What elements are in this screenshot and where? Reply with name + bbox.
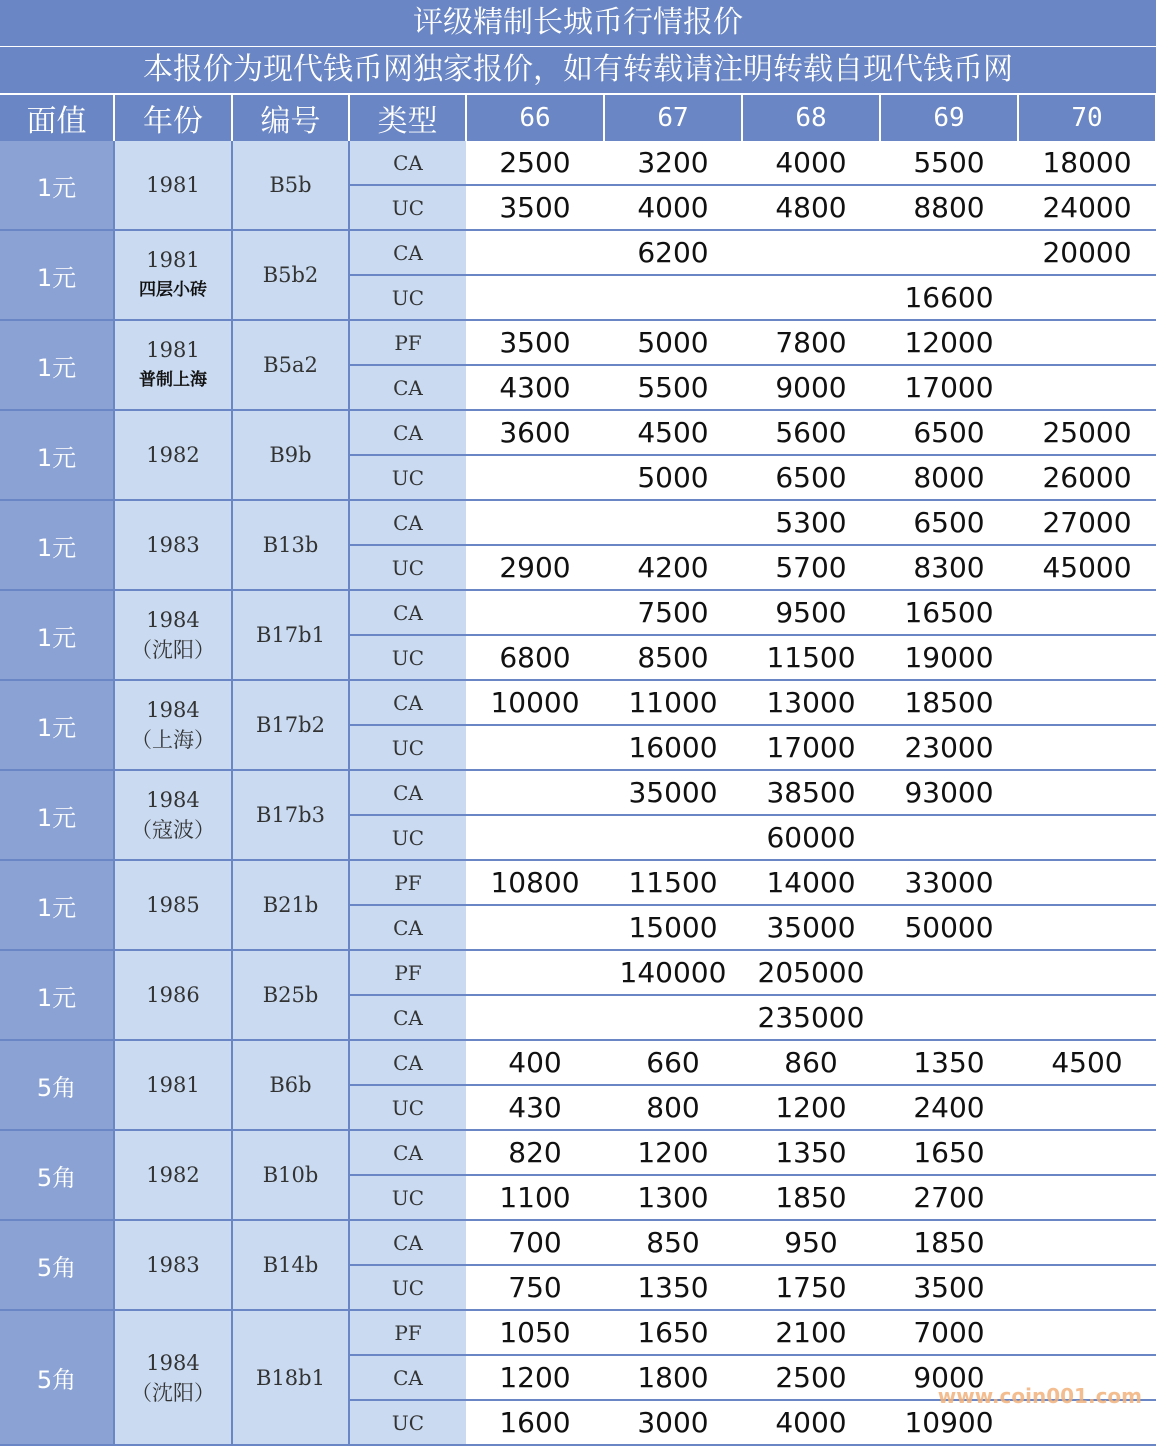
header-grade-70: 70 — [1018, 95, 1156, 141]
header-grade-type: 类型 — [349, 95, 466, 141]
year-cell — [114, 590, 232, 680]
grade-type-cell: UC — [349, 1265, 466, 1310]
year-note: （沈阳） — [131, 638, 215, 662]
denomination-cell: 1元 — [0, 770, 114, 860]
grade-type-cell: UC — [349, 815, 466, 860]
price-cell — [604, 500, 742, 545]
year-value: 1981 — [146, 248, 200, 272]
price-cell: 60000 — [742, 815, 880, 860]
page-title: 评级精制长城币行情报价 — [0, 0, 1156, 46]
year-cell — [114, 320, 232, 410]
price-cell: 950 — [742, 1220, 880, 1265]
grade-type-cell: UC — [349, 1175, 466, 1220]
price-cell — [1018, 1130, 1156, 1175]
price-cell: 400 — [466, 1040, 604, 1085]
year-value: 1984 — [146, 608, 200, 632]
price-cell: 660 — [604, 1040, 742, 1085]
price-cell: 12000 — [880, 320, 1018, 365]
price-cell: 24000 — [1018, 185, 1156, 230]
grade-type-cell: CA — [349, 1040, 466, 1085]
price-cell: 1650 — [880, 1130, 1018, 1175]
price-cell: 750 — [466, 1265, 604, 1310]
denomination-cell: 1元 — [0, 410, 114, 500]
year-value: 1983 — [146, 1253, 200, 1277]
year-value: 1982 — [146, 1163, 200, 1187]
price-cell — [466, 230, 604, 275]
price-cell: 4000 — [742, 1400, 880, 1445]
year-cell — [114, 1040, 232, 1130]
header-grade-66: 66 — [466, 95, 604, 141]
year-value: 1983 — [146, 533, 200, 557]
year-cell — [114, 950, 232, 1040]
price-cell: 3000 — [604, 1400, 742, 1445]
header-grade-69: 69 — [880, 95, 1018, 141]
price-cell — [466, 590, 604, 635]
grade-type-cell: UC — [349, 275, 466, 320]
price-cell — [466, 905, 604, 950]
price-cell: 11500 — [604, 860, 742, 905]
price-cell: 205000 — [742, 950, 880, 995]
grade-type-cell: CA — [349, 230, 466, 275]
price-cell: 27000 — [1018, 500, 1156, 545]
price-cell — [1018, 770, 1156, 815]
price-table — [0, 95, 1156, 1446]
year-note: （寇波） — [131, 818, 215, 842]
year-value: 1985 — [146, 893, 200, 917]
price-cell: 18000 — [1018, 141, 1156, 185]
price-cell: 10800 — [466, 860, 604, 905]
header-denomination: 面值 — [0, 95, 114, 141]
year-cell — [114, 1310, 232, 1445]
price-cell — [880, 995, 1018, 1040]
price-cell: 4500 — [1018, 1040, 1156, 1085]
price-cell: 8500 — [604, 635, 742, 680]
grade-type-cell: CA — [349, 995, 466, 1040]
price-cell — [466, 950, 604, 995]
price-cell: 5700 — [742, 545, 880, 590]
denomination-cell: 1元 — [0, 230, 114, 320]
price-cell — [1018, 275, 1156, 320]
price-cell — [1018, 1085, 1156, 1130]
table-row — [0, 500, 1156, 545]
price-cell: 6500 — [742, 455, 880, 500]
year-cell — [114, 860, 232, 950]
price-cell — [1018, 590, 1156, 635]
price-cell: 33000 — [880, 860, 1018, 905]
price-cell: 5600 — [742, 410, 880, 455]
price-cell: 1350 — [742, 1130, 880, 1175]
price-cell: 6500 — [880, 500, 1018, 545]
price-cell: 11000 — [604, 680, 742, 725]
grade-type-cell: CA — [349, 365, 466, 410]
price-cell: 1100 — [466, 1175, 604, 1220]
year-value: 1982 — [146, 443, 200, 467]
price-cell — [466, 995, 604, 1040]
year-value: 1984 — [146, 1350, 200, 1375]
year-note: 四层小砖 — [139, 280, 207, 300]
grade-type-cell: CA — [349, 500, 466, 545]
grade-type-cell: CA — [349, 590, 466, 635]
price-cell: 38500 — [742, 770, 880, 815]
price-cell: 3200 — [604, 141, 742, 185]
catalog-code-cell: B18b1 — [232, 1310, 349, 1445]
price-cell: 2700 — [880, 1175, 1018, 1220]
grade-type-cell: CA — [349, 141, 466, 185]
price-cell: 3500 — [880, 1265, 1018, 1310]
table-row — [0, 860, 1156, 905]
price-cell: 45000 — [1018, 545, 1156, 590]
price-cell: 3500 — [466, 320, 604, 365]
price-cell — [604, 275, 742, 320]
price-cell: 1200 — [604, 1130, 742, 1175]
price-cell: 9500 — [742, 590, 880, 635]
table-row — [0, 1040, 1156, 1085]
price-cell — [1018, 635, 1156, 680]
catalog-code-cell: B5b — [232, 141, 349, 230]
price-cell: 4800 — [742, 185, 880, 230]
price-cell: 850 — [604, 1220, 742, 1265]
price-cell — [1018, 815, 1156, 860]
price-cell: 2900 — [466, 545, 604, 590]
price-cell — [466, 770, 604, 815]
price-cell: 1200 — [466, 1355, 604, 1400]
catalog-code-cell: B6b — [232, 1040, 349, 1130]
year-cell — [114, 680, 232, 770]
catalog-code-cell: B14b — [232, 1220, 349, 1310]
price-cell — [742, 275, 880, 320]
price-cell: 5300 — [742, 500, 880, 545]
denomination-cell: 5角 — [0, 1220, 114, 1310]
denomination-cell: 1元 — [0, 500, 114, 590]
price-cell — [466, 275, 604, 320]
price-cell — [742, 230, 880, 275]
price-cell: 1850 — [880, 1220, 1018, 1265]
price-cell — [1018, 680, 1156, 725]
catalog-code-cell: B25b — [232, 950, 349, 1040]
year-cell — [114, 500, 232, 590]
catalog-code-cell: B5a2 — [232, 320, 349, 410]
year-value: 1981 — [146, 338, 200, 362]
price-cell: 6800 — [466, 635, 604, 680]
price-cell: 1850 — [742, 1175, 880, 1220]
price-cell — [1018, 860, 1156, 905]
year-note: （上海） — [131, 728, 215, 752]
price-cell — [604, 995, 742, 1040]
price-cell: 1300 — [604, 1175, 742, 1220]
denomination-cell: 1元 — [0, 860, 114, 950]
catalog-code-cell: B21b — [232, 860, 349, 950]
price-cell — [1018, 725, 1156, 770]
price-cell: 1750 — [742, 1265, 880, 1310]
grade-type-cell: UC — [349, 185, 466, 230]
price-cell: 800 — [604, 1085, 742, 1130]
denomination-cell: 5角 — [0, 1130, 114, 1220]
denomination-cell: 1元 — [0, 680, 114, 770]
price-cell: 93000 — [880, 770, 1018, 815]
price-cell: 19000 — [880, 635, 1018, 680]
price-cell: 20000 — [1018, 230, 1156, 275]
year-value: 1981 — [146, 1073, 200, 1097]
denomination-cell: 5角 — [0, 1310, 114, 1445]
table-row — [0, 1220, 1156, 1265]
price-cell — [1018, 365, 1156, 410]
catalog-code-cell: B9b — [232, 410, 349, 500]
table-row — [0, 770, 1156, 815]
grade-type-cell: PF — [349, 320, 466, 365]
table-row — [0, 1310, 1156, 1355]
table-row — [0, 1130, 1156, 1175]
price-cell: 5500 — [604, 365, 742, 410]
price-cell: 26000 — [1018, 455, 1156, 500]
price-cell — [1018, 950, 1156, 995]
price-cell: 25000 — [1018, 410, 1156, 455]
grade-type-cell: CA — [349, 770, 466, 815]
year-cell — [114, 230, 232, 320]
price-cell: 9000 — [880, 1355, 1018, 1400]
year-value: 1984 — [146, 788, 200, 812]
year-cell — [114, 1220, 232, 1310]
price-cell — [880, 950, 1018, 995]
year-cell — [114, 770, 232, 860]
price-cell — [1018, 905, 1156, 950]
price-cell: 5500 — [880, 141, 1018, 185]
price-cell: 4200 — [604, 545, 742, 590]
price-cell: 4000 — [742, 141, 880, 185]
grade-type-cell: UC — [349, 1400, 466, 1445]
price-cell: 5000 — [604, 320, 742, 365]
table-body — [0, 141, 1156, 1445]
price-cell: 8800 — [880, 185, 1018, 230]
price-cell — [880, 230, 1018, 275]
price-cell — [1018, 1265, 1156, 1310]
price-cell: 2100 — [742, 1310, 880, 1355]
price-cell — [1018, 1220, 1156, 1265]
denomination-cell: 1元 — [0, 590, 114, 680]
denomination-cell: 1元 — [0, 950, 114, 1040]
price-cell: 2400 — [880, 1085, 1018, 1130]
grade-type-cell: UC — [349, 635, 466, 680]
price-cell: 4500 — [604, 410, 742, 455]
price-cell — [880, 815, 1018, 860]
price-cell: 9000 — [742, 365, 880, 410]
header-year: 年份 — [114, 95, 232, 141]
price-cell: 140000 — [604, 950, 742, 995]
watermark: www.coin001.com — [937, 1384, 1142, 1408]
denomination-cell: 1元 — [0, 141, 114, 230]
table-row — [0, 410, 1156, 455]
grade-type-cell: CA — [349, 1220, 466, 1265]
grade-type-cell: PF — [349, 860, 466, 905]
year-value: 1984 — [146, 698, 200, 722]
table-row — [0, 230, 1156, 275]
catalog-code-cell: B10b — [232, 1130, 349, 1220]
table-header-row — [0, 95, 1156, 141]
header-grade-68: 68 — [742, 95, 880, 141]
price-cell: 700 — [466, 1220, 604, 1265]
price-cell: 1350 — [880, 1040, 1018, 1085]
table-row — [0, 141, 1156, 185]
grade-type-cell: CA — [349, 680, 466, 725]
table-row — [0, 320, 1156, 365]
catalog-code-cell: B17b1 — [232, 590, 349, 680]
price-cell: 13000 — [742, 680, 880, 725]
price-cell: 1050 — [466, 1310, 604, 1355]
price-cell: 6200 — [604, 230, 742, 275]
price-cell: 7500 — [604, 590, 742, 635]
grade-type-cell: CA — [349, 1355, 466, 1400]
year-note: 普制上海 — [139, 370, 207, 390]
price-cell: 16500 — [880, 590, 1018, 635]
price-cell: 4000 — [604, 185, 742, 230]
price-cell: 1350 — [604, 1265, 742, 1310]
price-cell: 23000 — [880, 725, 1018, 770]
price-cell: 15000 — [604, 905, 742, 950]
price-cell: 14000 — [742, 860, 880, 905]
price-cell — [466, 455, 604, 500]
denomination-cell: 5角 — [0, 1040, 114, 1130]
price-cell: 6500 — [880, 410, 1018, 455]
price-cell: 17000 — [880, 365, 1018, 410]
price-cell: 1800 — [604, 1355, 742, 1400]
grade-type-cell: CA — [349, 410, 466, 455]
price-cell: 4300 — [466, 365, 604, 410]
price-cell — [466, 815, 604, 860]
catalog-code-cell: B5b2 — [232, 230, 349, 320]
price-cell — [1018, 995, 1156, 1040]
price-cell — [1018, 320, 1156, 365]
price-cell: 860 — [742, 1040, 880, 1085]
price-cell: 16000 — [604, 725, 742, 770]
price-cell: 7000 — [880, 1310, 1018, 1355]
price-cell: 2500 — [466, 141, 604, 185]
year-note: （沈阳） — [131, 1380, 215, 1405]
price-cell: 50000 — [880, 905, 1018, 950]
year-value: 1986 — [146, 983, 200, 1007]
price-cell: 2500 — [742, 1355, 880, 1400]
catalog-code-cell: B17b3 — [232, 770, 349, 860]
price-cell — [466, 500, 604, 545]
catalog-code-cell: B13b — [232, 500, 349, 590]
price-cell: 17000 — [742, 725, 880, 770]
price-cell: 7800 — [742, 320, 880, 365]
grade-type-cell: CA — [349, 1130, 466, 1175]
year-cell — [114, 410, 232, 500]
denomination-cell: 1元 — [0, 320, 114, 410]
table-row — [0, 590, 1156, 635]
table-row — [0, 950, 1156, 995]
catalog-code-cell: B17b2 — [232, 680, 349, 770]
grade-type-cell: PF — [349, 950, 466, 995]
year-cell — [114, 1130, 232, 1220]
price-cell: 35000 — [742, 905, 880, 950]
grade-type-cell: UC — [349, 455, 466, 500]
price-cell — [1018, 1175, 1156, 1220]
price-cell: 11500 — [742, 635, 880, 680]
price-cell: 10000 — [466, 680, 604, 725]
price-cell: 35000 — [604, 770, 742, 815]
price-cell — [1018, 1310, 1156, 1355]
header-grade-67: 67 — [604, 95, 742, 141]
year-cell — [114, 141, 232, 230]
grade-type-cell: CA — [349, 905, 466, 950]
price-cell — [466, 725, 604, 770]
price-cell: 235000 — [742, 995, 880, 1040]
grade-type-cell: PF — [349, 1310, 466, 1355]
price-cell: 1200 — [742, 1085, 880, 1130]
price-cell: 5000 — [604, 455, 742, 500]
price-cell: 10900 — [880, 1400, 1018, 1445]
price-cell: 8000 — [880, 455, 1018, 500]
price-cell: 16600 — [880, 275, 1018, 320]
price-cell: 8300 — [880, 545, 1018, 590]
price-cell: 820 — [466, 1130, 604, 1175]
price-cell: 18500 — [880, 680, 1018, 725]
header-code: 编号 — [232, 95, 349, 141]
grade-type-cell: UC — [349, 545, 466, 590]
grade-type-cell: UC — [349, 1085, 466, 1130]
year-value: 1981 — [146, 173, 200, 197]
price-cell: 430 — [466, 1085, 604, 1130]
price-cell — [604, 815, 742, 860]
grade-type-cell: UC — [349, 725, 466, 770]
price-cell: 3600 — [466, 410, 604, 455]
price-cell: 1600 — [466, 1400, 604, 1445]
table-row — [0, 680, 1156, 725]
price-cell: 1650 — [604, 1310, 742, 1355]
price-cell: 3500 — [466, 185, 604, 230]
page-subtitle: 本报价为现代钱币网独家报价，如有转载请注明转载自现代钱币网 — [0, 47, 1156, 93]
